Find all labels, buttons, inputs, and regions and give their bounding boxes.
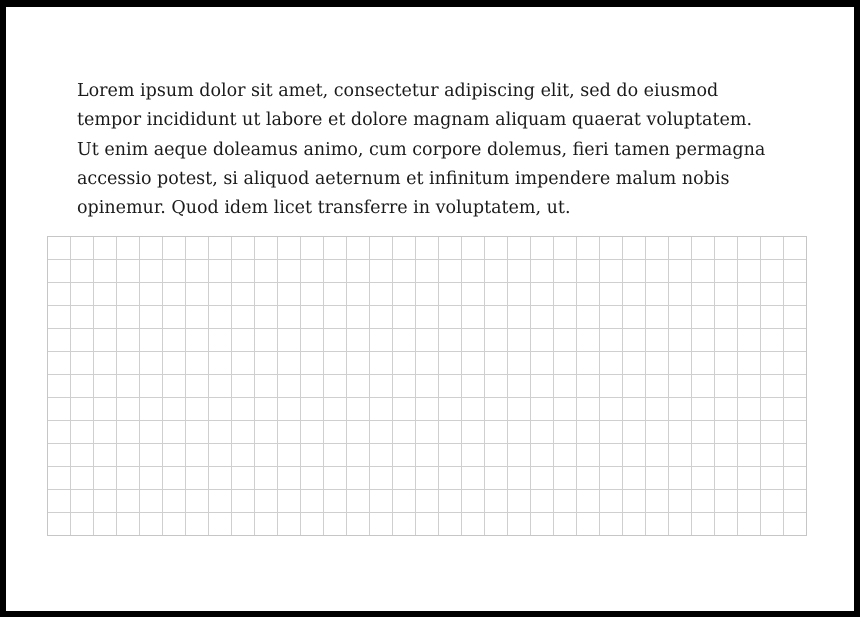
paragraph-line: Ut enim aeque doleamus animo, cum corpore dolemus, fieri tamen permagna [77,139,766,160]
paragraph-line: Lorem ipsum dolor sit amet, consectetur adipiscing elit, sed do eiusmod [77,81,719,101]
paragraph-line: opinemur. Quod idem licet transferre in voluptatem, ut. [77,198,571,219]
paragraph-line: tempor incididunt ut labore et dolore magnam aliquam quaerat voluptatem. [77,110,753,131]
body-paragraph [77,77,789,223]
paragraph-line: accessio potest, si aliquod aeternum et infinitum impendere malum nobis [77,168,730,189]
document-page [6,7,854,611]
grid-area [47,236,807,536]
